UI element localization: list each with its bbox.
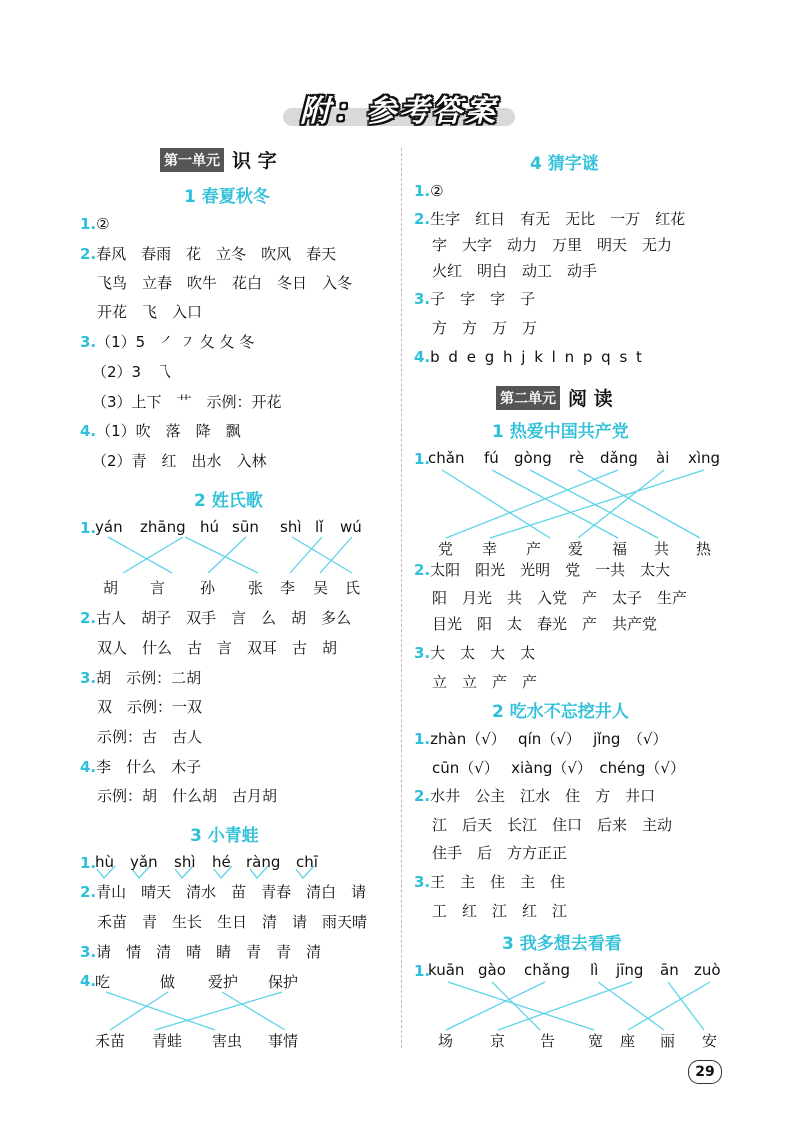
question-number: 3.: [80, 333, 97, 351]
answer-line: [414, 347, 644, 367]
match-line: [490, 470, 704, 538]
answer-text: ②: [430, 182, 444, 200]
pinyin-word: rè: [569, 449, 585, 467]
question-number: 3.: [414, 644, 431, 662]
pinyin-word: zhāng: [140, 518, 186, 536]
match-char: 张: [248, 579, 264, 597]
match-line: [292, 537, 352, 573]
match-char: 产: [526, 540, 542, 558]
answer-line: [80, 332, 254, 352]
answer-line: 双人 什么 古 言 双耳 古 胡: [97, 639, 338, 657]
match-line: [446, 982, 545, 1030]
pinyin-word: yǎn: [130, 853, 158, 871]
answer-line: 阳 月光 共 入党 产 太子 生产: [432, 589, 688, 607]
pinyin-word: shì: [174, 853, 196, 871]
match-line: [110, 992, 168, 1030]
match-line: [668, 982, 704, 1030]
answer-text: zhàn（√） qín（√） jǐng （√）: [430, 730, 668, 748]
question-number: 3.: [80, 943, 97, 961]
answer-text: 太阳 阳光 光明 党 一共 太大: [430, 561, 671, 579]
match-char: 孙: [200, 579, 216, 597]
unit-two-heading: [496, 384, 613, 411]
unit-head: 识 字: [232, 150, 277, 172]
answer-line: 江 后天 长江 住口 后来 主动: [432, 816, 673, 834]
pinyin-word: hé: [212, 853, 231, 871]
answer-line: [414, 729, 668, 749]
answer-text: 请 情 清 晴 睛 青 青 清: [96, 943, 322, 961]
question-number: 4.: [414, 348, 431, 366]
pinyin-word: chǎn: [428, 449, 465, 467]
match-char: 丽: [660, 1032, 676, 1050]
unit-one-heading: [160, 146, 277, 173]
question-number: 1.: [80, 519, 97, 537]
match-char: 场: [438, 1032, 454, 1050]
match-line: [290, 537, 322, 573]
question-number: 2.: [80, 245, 97, 263]
match-line: [442, 470, 550, 538]
match-word: 保护: [268, 973, 299, 991]
unit-tag: 第二单元: [496, 386, 560, 410]
match-line: [185, 537, 258, 573]
answer-line: 开花 飞 入口: [97, 303, 203, 321]
match-word: 禾苗: [95, 1032, 126, 1050]
match-char: 京: [490, 1032, 506, 1050]
pinyin-word: yán: [95, 518, 123, 536]
question-number: 1.: [414, 182, 431, 200]
pinyin-word: sūn: [232, 518, 259, 536]
answer-line: 方 方 万 万: [432, 319, 538, 337]
answer-line: 立 立 产 产: [432, 673, 538, 691]
pinyin-word: dǎng: [600, 449, 638, 467]
pinyin-word: wú: [340, 518, 362, 536]
question-number: 1.: [414, 962, 431, 980]
pinyin-word: xìng: [688, 449, 721, 467]
question-number: 1.: [414, 450, 431, 468]
pinyin-word: ràng: [246, 853, 281, 871]
pinyin-word: hú: [200, 518, 220, 536]
question-number: 1.: [80, 854, 97, 872]
question-number: 2.: [414, 210, 431, 228]
answer-line: 示例：胡 什么胡 古月胡: [97, 787, 278, 805]
title-banner: [283, 86, 515, 130]
answer-line: [80, 853, 96, 873]
match-word: 爱护: [208, 973, 239, 991]
answer-line: 工 红 江 红 江: [432, 902, 568, 920]
match-line: [492, 982, 540, 1030]
section-title: 2 吃水不忘挖井人: [492, 702, 629, 722]
pinyin-word: ān: [660, 961, 679, 979]
answer-line: [414, 209, 685, 229]
answer-text: 古人 胡子 双手 言 么 胡 多么: [96, 609, 352, 627]
answer-text: 王 主 住 主 住: [430, 873, 566, 891]
question-number: 1.: [414, 730, 431, 748]
pinyin-word: lì: [590, 961, 599, 979]
answer-line: [414, 872, 565, 892]
match-line: [628, 982, 710, 1030]
page-title: 附：参考答案: [300, 94, 498, 129]
match-line: [492, 470, 618, 538]
match-char: 福: [612, 540, 628, 558]
pinyin-word: gào: [478, 961, 506, 979]
answer-text: 李 什么 木子: [96, 758, 202, 776]
answer-line: [414, 289, 535, 309]
answer-text: 水井 公主 江水 住 方 井口: [430, 787, 656, 805]
match-char: 座: [620, 1032, 636, 1050]
answer-line: [80, 971, 96, 991]
match-line: [498, 982, 632, 1030]
match-char: 言: [150, 579, 166, 597]
question-number: 3.: [414, 873, 431, 891]
question-number: 1.: [80, 215, 97, 233]
answer-line: [80, 757, 201, 777]
section-title: 3 我多想去看看: [502, 934, 622, 954]
column-divider: [401, 148, 402, 1048]
pinyin-word: jīng: [616, 961, 644, 979]
section-title: 1 热爱中国共产党: [492, 422, 629, 442]
answer-line: 住手 后 方方正正: [432, 844, 568, 862]
unit-head: 阅 读: [568, 388, 613, 410]
answer-line: [80, 214, 110, 234]
match-char: 幸: [482, 540, 498, 558]
question-number: 2.: [414, 787, 431, 805]
answer-line: cūn（√） xiàng（√） chéng（√）: [432, 759, 685, 777]
unit-tag: 第一单元: [160, 148, 224, 172]
answer-text: 子 字 字 子: [430, 290, 536, 308]
answer-text: （1）吹 落 降 飘: [96, 422, 241, 440]
match-line: [320, 537, 352, 573]
section-title: 2 姓氏歌: [194, 491, 263, 511]
answer-line: [80, 518, 96, 538]
match-char: 胡: [103, 579, 119, 597]
question-number: 2.: [80, 609, 97, 627]
answer-line: [80, 421, 241, 441]
question-number: 3.: [414, 290, 431, 308]
answer-text: 生字 红日 有无 无比 一万 红花: [430, 210, 686, 228]
match-line: [578, 470, 664, 538]
answer-line: [414, 181, 444, 201]
match-char: 告: [540, 1032, 556, 1050]
match-line: [106, 992, 215, 1030]
answer-line: 飞鸟 立春 吹牛 花白 冬日 入冬: [97, 274, 353, 292]
answer-line: 火红 明白 动工 动手: [432, 262, 598, 280]
match-line: [155, 992, 282, 1030]
answer-line: [80, 668, 201, 688]
answer-line: 示例：古 古人: [97, 728, 203, 746]
match-line: [448, 982, 594, 1030]
match-line: [123, 537, 183, 573]
question-number: 4.: [80, 972, 97, 990]
answer-text: （1）5 ㇒ ㇇ 夂 夂 冬: [96, 333, 255, 351]
match-line: [598, 982, 664, 1030]
match-word: 害虫: [212, 1032, 243, 1050]
match-word: 青蛙: [152, 1032, 183, 1050]
pinyin-word: chī: [296, 853, 318, 871]
question-number: 4.: [80, 758, 97, 776]
match-line: [446, 470, 618, 538]
answer-line: [80, 882, 366, 902]
match-char: 爱: [568, 540, 584, 558]
pinyin-word: kuān: [428, 961, 465, 979]
match-line: [530, 470, 658, 538]
question-number: 2.: [80, 883, 97, 901]
pinyin-word: gòng: [514, 449, 552, 467]
answer-line: [80, 608, 351, 628]
answer-text: 胡 示例：二胡: [96, 669, 202, 687]
pinyin-word: chǎng: [524, 961, 570, 979]
answer-line: （2）青 红 出水 入林: [92, 452, 267, 470]
match-line: [222, 992, 285, 1030]
answer-text: 大 太 大 太: [430, 644, 536, 662]
match-char: 氏: [345, 579, 361, 597]
answer-text: 春风 春雨 花 立冬 吹风 春天: [96, 245, 337, 263]
match-char: 热: [696, 540, 712, 558]
answer-line: （2）3 乁: [92, 363, 172, 381]
match-char: 安: [702, 1032, 718, 1050]
match-char: 党: [438, 540, 454, 558]
pinyin-word: fú: [484, 449, 499, 467]
answer-line: [414, 786, 655, 806]
answer-line: 双 示例：一双: [97, 698, 203, 716]
match-char: 李: [280, 579, 296, 597]
match-word: 事情: [268, 1032, 299, 1050]
pinyin-word: ài: [656, 449, 670, 467]
match-line: [108, 537, 172, 573]
match-word: 吃: [95, 973, 111, 991]
pinyin-word: shì: [280, 518, 302, 536]
answer-text: b d e g h j k l n p q s t: [430, 348, 644, 366]
answer-line: 字 大字 动力 万里 明天 无力: [432, 236, 673, 254]
answer-line: [414, 643, 535, 663]
section-title: 1 春夏秋冬: [184, 187, 270, 207]
answer-line: [414, 560, 670, 580]
question-number: 4.: [80, 422, 97, 440]
pinyin-word: hù: [95, 853, 115, 871]
match-line: [578, 470, 700, 538]
answer-line: [80, 244, 336, 264]
match-line: [208, 537, 246, 573]
question-number: 3.: [80, 669, 97, 687]
answer-text: 青山 晴天 清水 苗 青春 清白 请: [96, 883, 367, 901]
match-char: 宽: [588, 1032, 604, 1050]
pinyin-word: lǐ: [315, 518, 324, 536]
match-char: 吴: [313, 579, 329, 597]
match-word: 做: [160, 973, 176, 991]
answer-line: 目光 阳 太 春光 产 共产党: [432, 615, 658, 633]
section-title: 4 猜字谜: [530, 154, 599, 174]
question-number: 2.: [414, 561, 431, 579]
section-title: 3 小青蛙: [190, 826, 259, 846]
match-char: 共: [654, 540, 670, 558]
answer-line: 禾苗 青 生长 生日 清 请 雨天晴: [97, 913, 368, 931]
answer-line: （3）上下 艹 示例：开花: [92, 393, 282, 411]
answer-line: [80, 942, 321, 962]
answer-text: ②: [96, 215, 110, 233]
pinyin-word: zuò: [694, 961, 721, 979]
page-number: 29: [688, 1060, 722, 1084]
